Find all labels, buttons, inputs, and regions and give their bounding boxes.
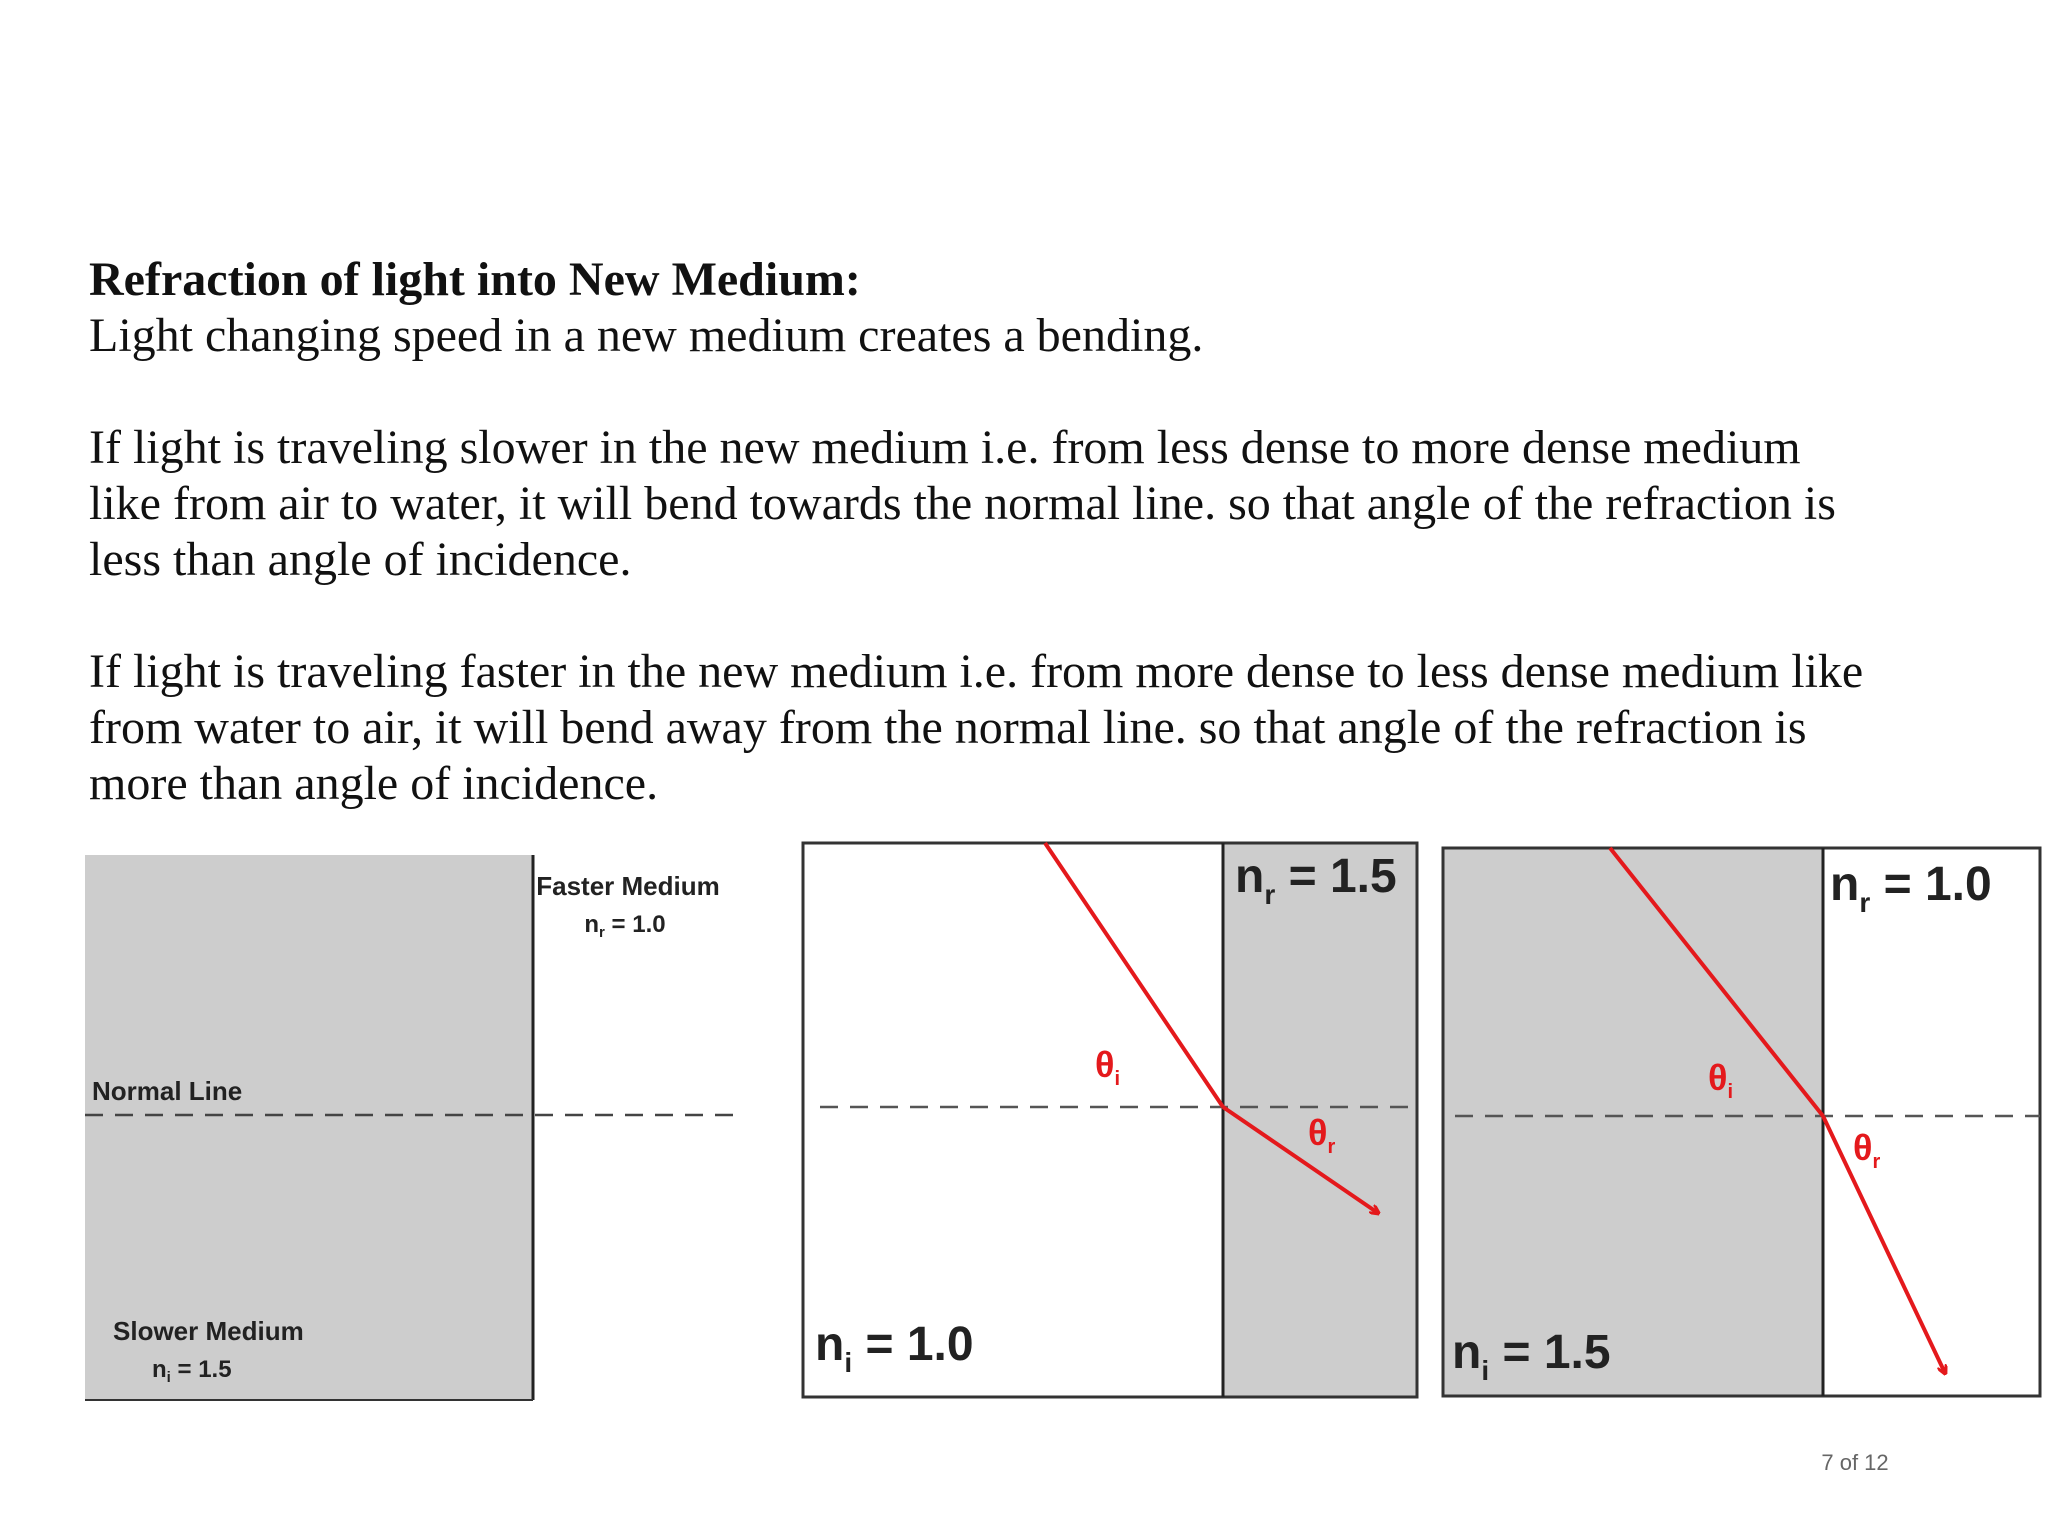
refracting-medium bbox=[1823, 848, 2040, 1396]
slower-medium-index: $n_i = 1.5$ bbox=[152, 1356, 232, 1386]
refracting-index-label: $n_r = 1.5$ bbox=[1235, 850, 1397, 910]
slower-medium-label: Slower Medium bbox=[113, 1316, 304, 1346]
incident-index-label: $n_i = 1.0$ bbox=[815, 1318, 974, 1378]
theta-r-label: $\theta_r$ bbox=[1308, 1112, 1336, 1158]
para1-line3: less than angle of incidence. bbox=[89, 533, 632, 586]
incident-medium bbox=[1443, 848, 1823, 1396]
para1-line1: If light is traveling slower in the new medium i.e. from less dense to more dense medium bbox=[89, 421, 1801, 474]
theta-i-label: $\theta_i$ bbox=[1708, 1057, 1734, 1103]
para1-line2: like from air to water, it will bend towards the normal line. so that angle of the refraction is bbox=[89, 477, 1836, 530]
para2-line2: from water to air, it will bend away from the normal line. so that angle of the refraction is bbox=[89, 701, 1807, 754]
faster-medium-label: Faster Medium bbox=[536, 871, 720, 901]
page-indicator: 7 of 12 bbox=[1821, 1450, 1889, 1475]
figure-faster-medium bbox=[1440, 845, 2045, 1400]
refracting-index-label: $n_r = 1.0$ bbox=[1830, 858, 1992, 918]
figure-slower-medium bbox=[800, 840, 1422, 1402]
slide-text bbox=[89, 252, 2039, 812]
faster-medium-index: $n_r = 1.0$ bbox=[584, 911, 666, 941]
theta-r-label: $\theta_r$ bbox=[1853, 1127, 1881, 1173]
intro-line: Light changing speed in a new medium creates a bending. bbox=[89, 309, 1204, 362]
figure-normal-line bbox=[80, 850, 740, 1405]
para2-line3: more than angle of incidence. bbox=[89, 757, 659, 810]
theta-i-label: $\theta_i$ bbox=[1095, 1044, 1121, 1090]
incident-medium bbox=[803, 843, 1223, 1397]
slide-heading: Refraction of light into New Medium: bbox=[89, 253, 861, 306]
incident-index-label: $n_i = 1.5$ bbox=[1452, 1326, 1611, 1386]
normal-line-label: Normal Line bbox=[92, 1076, 243, 1106]
para2-line1: If light is traveling faster in the new medium i.e. from more dense to less dense medium like bbox=[89, 645, 1864, 698]
